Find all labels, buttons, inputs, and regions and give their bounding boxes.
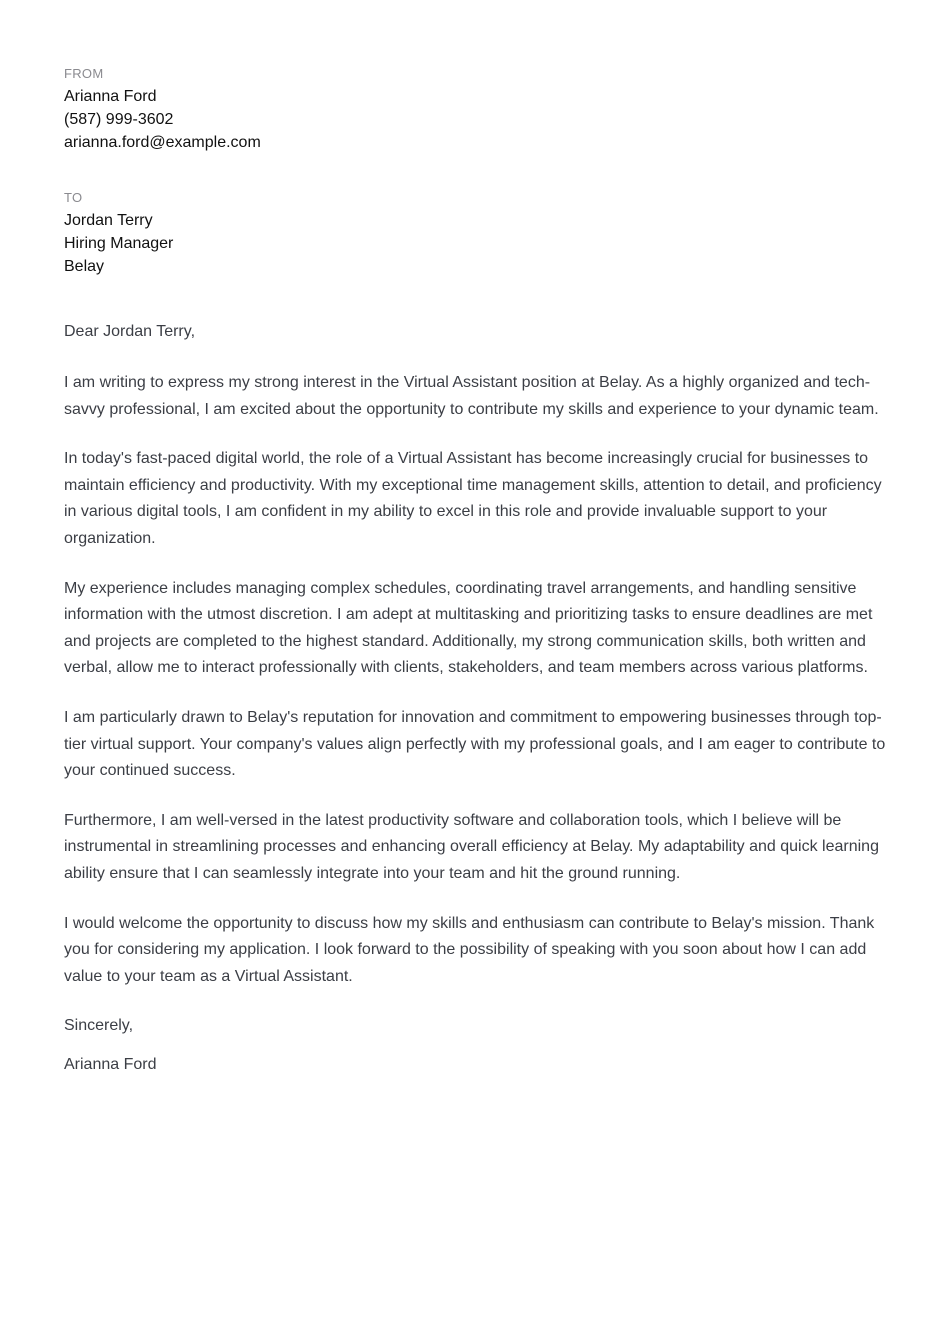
recipient-block: [64, 190, 892, 278]
recipient-company: Belay: [64, 258, 105, 275]
salutation: Dear Jordan Terry,: [64, 323, 196, 340]
body-paragraph: I would welcome the opportunity to discuss how my skills and enthusiasm can contribute to Belay's mission. Thank you for considering my application. I look forward to the possibility of speaking with you soon about how I can add value to your team as a Virtual Assistant.: [64, 914, 875, 985]
to-label: TO: [64, 190, 83, 205]
sender-phone: (587) 999-3602: [64, 111, 174, 128]
body-paragraph: In today's fast-paced digital world, the role of a Virtual Assistant has become increasingly crucial for businesses to maintain efficiency and productivity. With my exceptional time management skills, attention to detail, and proficiency in various digital tools, I am confident in my ability to excel in this role and provide invaluable support to your organization.: [64, 450, 882, 547]
letter-body: [64, 370, 892, 990]
closing: Sincerely,: [64, 1017, 134, 1035]
recipient-name: Jordan Terry: [64, 212, 153, 229]
sender-name: Arianna Ford: [64, 88, 157, 105]
signature-name: Arianna Ford: [64, 1056, 157, 1074]
recipient-title: Hiring Manager: [64, 235, 174, 252]
from-label: FROM: [64, 66, 104, 81]
body-paragraph: I am writing to express my strong interest in the Virtual Assistant position at Belay. As a highly organized and tech-savvy professional, I am excited about the opportunity to contribute my skills and experience to your dynamic team.: [64, 374, 879, 418]
body-paragraph: I am particularly drawn to Belay's reputation for innovation and commitment to empowering businesses through top-tier virtual support. Your company's values align perfectly with my professional goals, and I am eager to contribute to your continued success.: [64, 708, 886, 780]
sender-block: [64, 66, 892, 154]
body-paragraph: Furthermore, I am well-versed in the latest productivity software and collaboration tools, which I believe will be instrumental in streamlining processes and enhancing overall efficiency at Belay. My adaptability and quick learning ability ensure that I can seamlessly integrate into your team and hit the ground running.: [64, 811, 879, 882]
sender-email: arianna.ford@example.com: [64, 134, 261, 151]
body-paragraph: My experience includes managing complex schedules, coordinating travel arrangements, and handling sensitive information with the utmost discretion. I am adept at multitasking and prioritizing tasks to ensure deadlines are met and projects are completed to the highest standard. Additionally, my strong communication skills, both written and verbal, allow me to interact professionally with clients, stakeholders, and team members across various platforms.: [64, 579, 873, 677]
